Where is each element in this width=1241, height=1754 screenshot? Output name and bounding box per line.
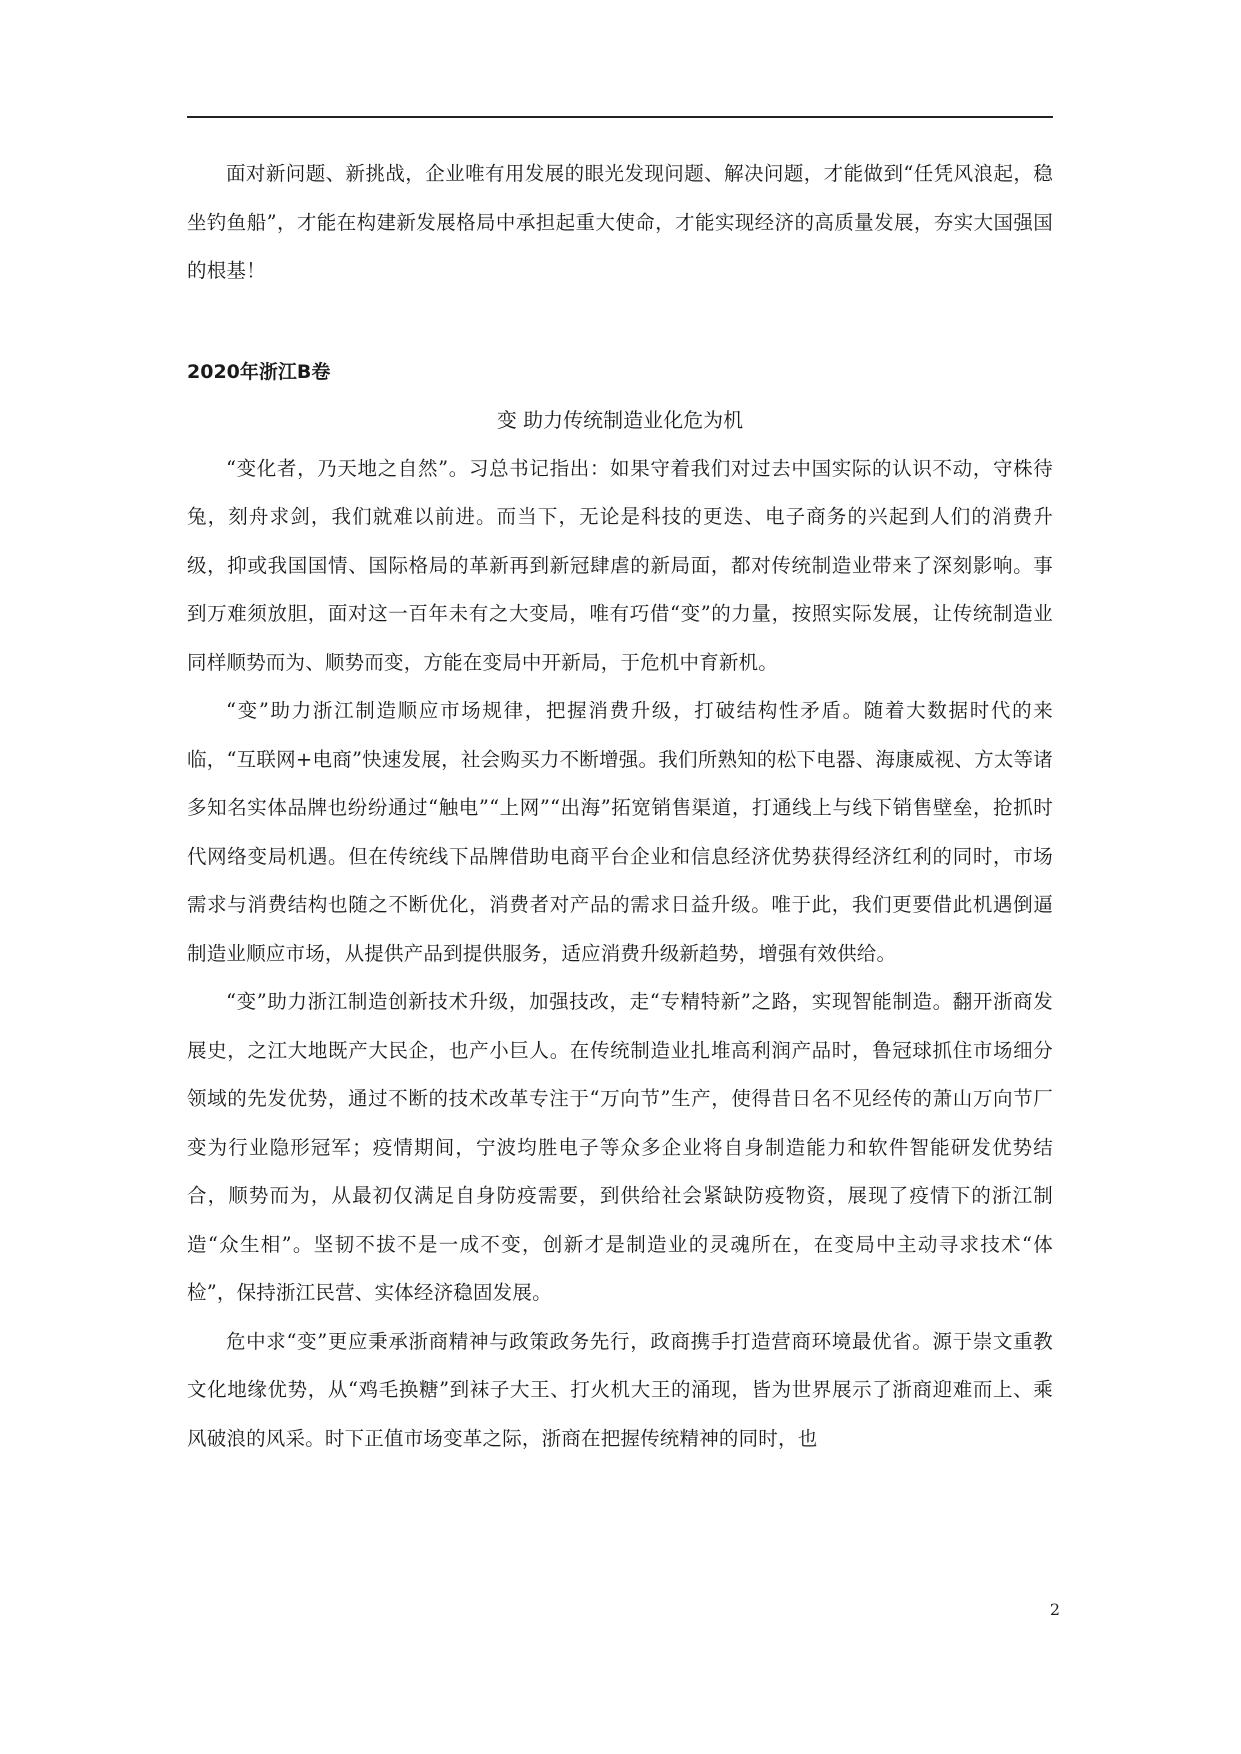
section-spacer bbox=[187, 296, 1053, 348]
essay-title: 变 助力传统制造业化危为机 bbox=[496, 408, 744, 432]
body-paragraph-2: “变”助力浙江制造顺应市场规律，把握消费升级，打破结构性矛盾。随着大数据时代的来临，“互联网+电商”快速发展，社会购买力不断增强。我们所熟知的松下电器、海康威视、方太等诸多知名实体品牌也纷纷通过“触电”“上网”“出海”拓宽销售渠道，打通线上与线下销售壁垒，抢抓时代网络变局机遇。但在传统线下品牌借助电商平台企业和信息经济优势获得经济红利的同时，市场需求与消费结构也随之不断优化，消费者对产品的需求日益升级。唯于此，我们更要借此机遇倒逼制造业顺应市场，从提供产品到提供服务，适应消费升级新趋势，增强有效供给。 bbox=[187, 699, 1053, 965]
body-paragraph-4: 危中求“变”更应秉承浙商精神与政策政务先行，政商携手打造营商环境最优省。源于崇文重教文化地缘优势，从“鸡毛换糖”到袜子大王、打火机大王的涌现，皆为世界展示了浙商迎难而上、乘风破浪的风采。时下正值市场变革之际，浙商在把握传统精神的同时，也 bbox=[187, 1329, 1053, 1450]
page-number: 2 bbox=[1049, 1600, 1060, 1619]
header-rule bbox=[187, 116, 1053, 118]
section-label: 2020年浙江B卷 bbox=[187, 360, 331, 383]
body-paragraph-1: “变化者，乃天地之自然”。习总书记指出：如果守着我们对过去中国实际的认识不动，守株待兔，刻舟求剑，我们就难以前进。而当下，无论是科技的更迭、电子商务的兴起到人们的消费升级，抑或我国国情、国际格局的革新再到新冠肆虐的新局面，都对传统制造业带来了深刻影响。事到万难须放胆，面对这一百年未有之大变局，唯有巧借“变”的力量，按照实际发展，让传统制造业同样顺势而为、顺势而变，方能在变局中开新局，于危机中育新机。 bbox=[187, 456, 1053, 674]
body-paragraph-3: “变”助力浙江制造创新技术升级，加强技改，走“专精特新”之路，实现智能制造。翻开浙商发展史，之江大地既产大民企，也产小巨人。在传统制造业扎堆高利润产品时，鲁冠球抓住市场细分领域的先发优势，通过不断的技术改革专注于“万向节”生产，使得昔日名不见经传的萧山万向节厂变为行业隐形冠军；疫情期间，宁波均胜电子等众多企业将自身制造能力和软件智能研发优势结合，顺势而为，从最初仅满足自身防疫需要，到供给社会紧缺防疫物资，展现了疫情下的浙江制造“众生相”。坚韧不拔不是一成不变，创新才是制造业的灵魂所在，在变局中主动寻求技术“体检”，保持浙江民营、实体经济稳固发展。 bbox=[187, 990, 1053, 1304]
intro-paragraph: 面对新问题、新挑战，企业唯有用发展的眼光发现问题、解决问题，才能做到“任凭风浪起，稳坐钓鱼船”，才能在构建新发展格局中承担起重大使命，才能实现经济的高质量发展，夯实大国强国的根基！ bbox=[187, 162, 1053, 282]
document-body bbox=[187, 150, 1053, 1463]
